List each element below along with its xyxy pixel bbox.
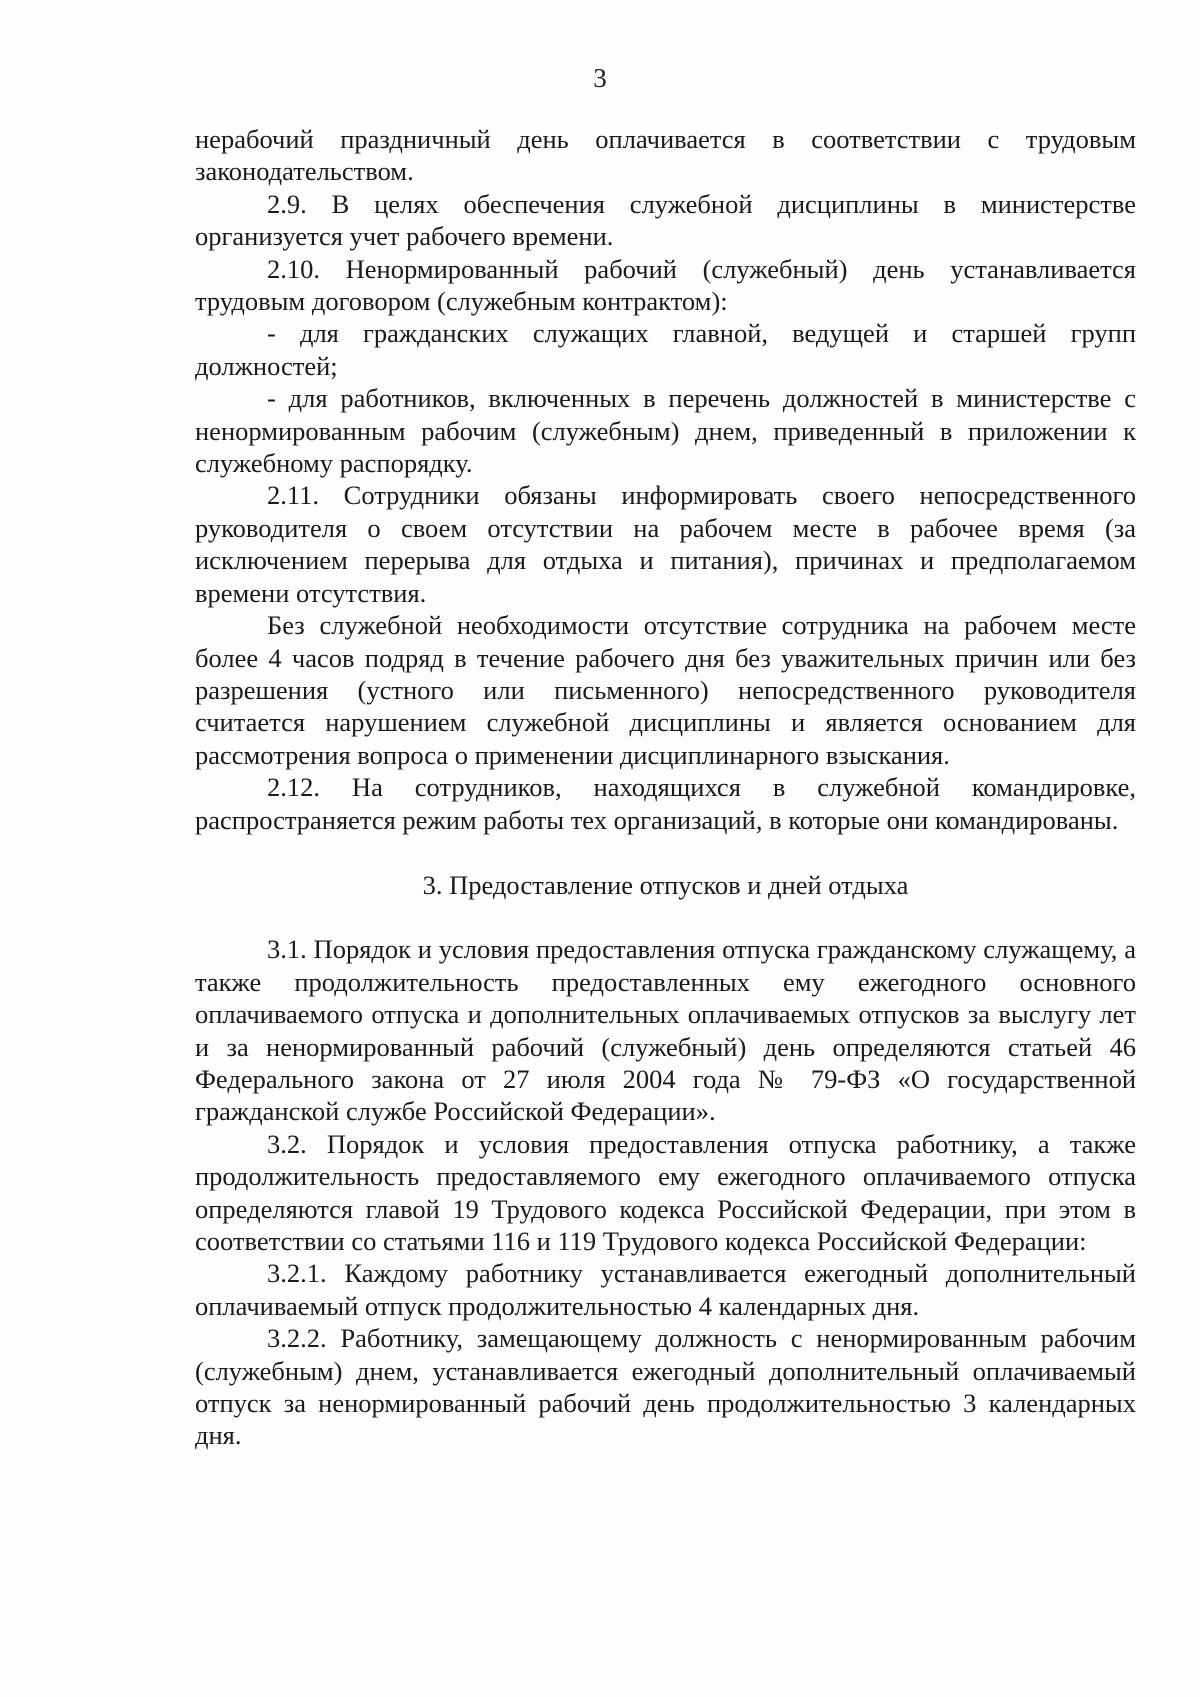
paragraph-3-2: 3.2. Порядок и условия предоставления отпуска работнику, а также продолжительность предоставляемого ему ежегодного оплачиваемого отпуска определяются главой 19 Трудового кодекса Российской Федерации, при этом в соответствии со статьями 116 и 119 Трудового кодекса Российской Федерации:	[195, 1128, 1136, 1256]
list-item-employees: - для работников, включенных в перечень должностей в министерстве с ненормированным рабочим (служебным) днем, приведенный в приложении к служебному распорядку.	[195, 383, 1136, 479]
paragraph-2-10: 2.10. Ненормированный рабочий (служебный) день устанавливается трудовым договором (служебным контрактом):	[195, 253, 1136, 317]
paragraph-2-11: 2.11. Сотрудники обязаны информировать своего непосредственного руководителя о своем отсутствии на рабочем месте в рабочее время (за исключением перерыва для отдыха и питания), причинах и предполагаемом времени отсутствия.	[195, 480, 1136, 608]
paragraph-absence: Без служебной необходимости отсутствие сотрудника на рабочем месте более 4 часов подряд в течение рабочего дня без уважительных причин или без разрешения (устного или письменного) непосредственного руководителя считается нарушением служебной дисциплины и является основанием для рассмотрения вопроса о применении дисциплинарного взыскания.	[195, 610, 1136, 770]
paragraph-3-1: 3.1. Порядок и условия предоставления отпуска гражданскому служащему, а также продолжительность предоставленных ему ежегодного основного оплачиваемого отпуска и дополнительных оплачиваемых отпусков за выслугу лет и за ненормированный рабочий (служебный) день определяются статьей 46 Федерального закона от 27 июля 2004 года № 79-ФЗ «О государственной гражданской службе Российской Федерации».	[195, 934, 1136, 1127]
paragraph-3-2-1: 3.2.1. Каждому работнику устанавливается ежегодный дополнительный оплачиваемый отпуск продолжительностью 4 календарных дня.	[195, 1258, 1136, 1321]
page-number: 3	[593, 63, 607, 93]
document-body	[195, 123, 1136, 1452]
paragraph-3-2-2: 3.2.2. Работнику, замещающему должность с ненормированным рабочим (служебным) днем, устанавливается ежегодный дополнительный оплачиваемый отпуск за ненормированный рабочий день продолжительностью 3 календарных дня.	[195, 1323, 1136, 1451]
paragraph-2-9: 2.9. В целях обеспечения служебной дисциплины в министерстве организуется учет рабочего времени.	[195, 188, 1136, 252]
section-heading: 3. Предоставление отпусков и дней отдыха	[422, 869, 909, 900]
paragraph-continuation: нерабочий праздничный день оплачивается в соответствии с трудовым законодательством.	[195, 124, 1136, 187]
paragraph-2-12: 2.12. На сотрудников, находящихся в служебной командировке, распространяется режим работы тех организаций, в которые они командированы.	[195, 772, 1136, 835]
list-item-civil-servants: - для гражданских служащих главной, ведущей и старшей групп должностей;	[195, 318, 1136, 381]
